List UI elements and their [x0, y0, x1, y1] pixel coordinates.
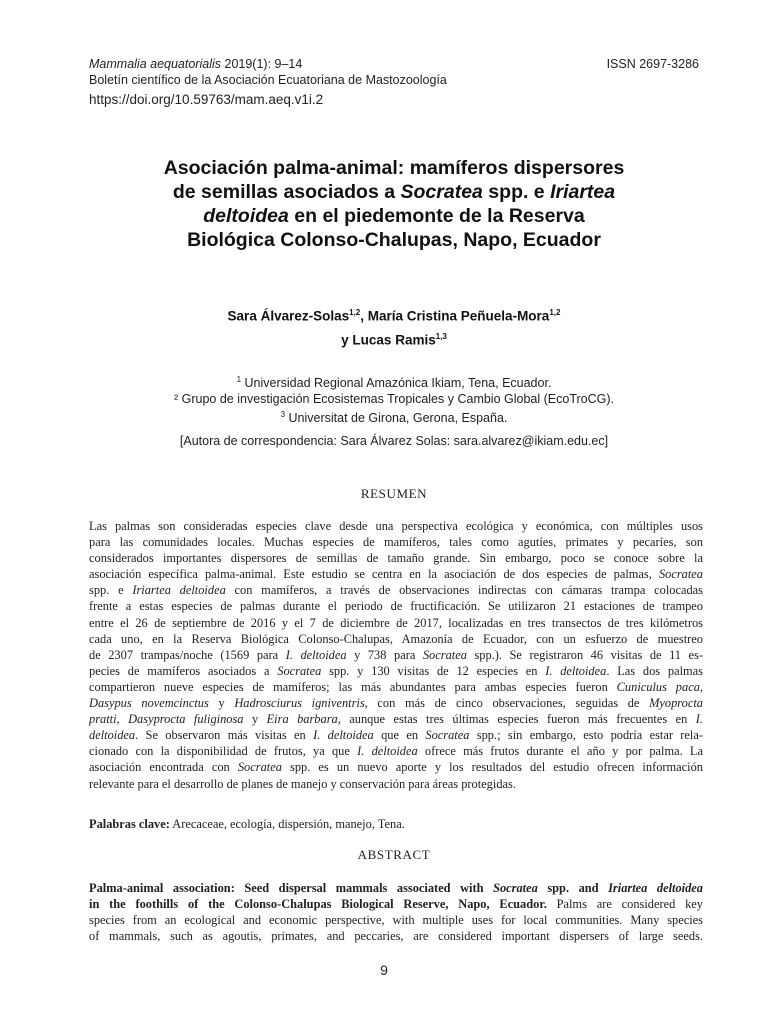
- resumen-text: spp.; sin embargo, esto podría estar rela-: [469, 728, 703, 743]
- title-text: de semillas asociados a: [172, 181, 401, 203]
- species-name: Socratea: [422, 647, 467, 662]
- resumen-text: ,: [699, 679, 703, 694]
- title-line-1: Asociación palma-animal: mamíferos dispersores: [163, 157, 625, 179]
- resumen-line: frente a estas especies de palmas durante el periodo de fructificación. Se utilizaron 21 estaciones de trampeo: [89, 599, 703, 614]
- abstract-line: species from an ecological and economic perspective, with multiple uses for local communities. Many species: [89, 913, 703, 928]
- species-name: Hadrosciurus igniventris: [234, 696, 365, 711]
- title-species: deltoidea: [203, 205, 289, 227]
- species-name: I. deltoidea: [357, 744, 418, 759]
- species-name: Iriartea deltoidea: [132, 583, 226, 598]
- title-line-2: [104, 180, 684, 204]
- resumen-line: considerados importantes dispersores de semillas de tamaño grande. Sin embargo, poco se conoce sobre la: [89, 551, 703, 566]
- species-name: Myoprocta: [649, 696, 703, 711]
- issn: ISSN 2697-3286: [606, 57, 699, 71]
- title-species: Socratea: [400, 181, 483, 203]
- abstract-english-title: Palma-animal association: Seed dispersal mammals associated with: [89, 881, 494, 895]
- resumen-line: [89, 647, 703, 663]
- resumen-text: . Las dos palmas: [606, 663, 703, 678]
- resumen-text: spp.). Se registraron 46 visitas de 11 es-: [466, 647, 703, 662]
- resumen-text: cionado con la disponibilidad de frutos, ya que: [89, 744, 358, 759]
- resumen-line: [89, 582, 703, 598]
- title-line-4: Biológica Colonso-Chalupas, Napo, Ecuador: [187, 229, 601, 251]
- species-name: deltoidea: [89, 728, 136, 743]
- resumen-text: . Se observaron más visitas en: [135, 728, 314, 743]
- species-name: I. deltoidea: [545, 663, 607, 678]
- author-separator: ,: [360, 308, 368, 324]
- species-name: pratti: [89, 712, 117, 727]
- affiliation-3: [104, 407, 684, 427]
- abstract-line: [89, 896, 703, 912]
- species-name: I. deltoidea: [313, 728, 374, 743]
- resumen-text: con mamíferos, a través de observaciones indirectas con cámaras trampa colocadas: [225, 583, 703, 598]
- resumen-text: asociación específica palma-animal. Este estudio se centra en la asociación de dos especies de palmas,: [89, 567, 652, 582]
- affil-text: Universidad Regional Amazónica Ikiam, Tena, Ecuador.: [241, 376, 552, 391]
- resumen-line: Las palmas son consideradas especies clave desde una perspectiva ecológica y económica, con múltiples usos: [89, 519, 703, 533]
- species-name: I. deltoidea: [285, 647, 347, 662]
- journal-issue: 2019(1): 9–14: [221, 57, 303, 71]
- resumen-line: [89, 743, 703, 759]
- resumen-line: cada uno, en la Reserva Biológica Colonso-Chalupas, Amazonía de Ecuador, con un esfuerzo de muestreo: [89, 631, 703, 646]
- resumen-line: [89, 663, 703, 679]
- resumen-text: y 738 para: [346, 647, 423, 662]
- abstract-english-title: in the foothills of the Colonso-Chalupas Biological Reserve, Napo, Ecuador.: [89, 897, 547, 912]
- resumen-heading: RESUMEN: [360, 486, 428, 501]
- species-name: Socratea: [658, 567, 703, 582]
- keywords-value: Arecaceae, ecología, dispersión, manejo, Tena.: [169, 817, 405, 831]
- abstract-line: of mammals, such as agoutis, primates, and peccaries, are considered important dispersers of large seeds.: [89, 929, 703, 944]
- title-text: en el piedemonte de la Reserva: [288, 205, 585, 227]
- resumen-text: y: [243, 712, 267, 727]
- article-title: [104, 156, 684, 252]
- author-name: Sara Álvarez-Solas: [227, 308, 350, 324]
- resumen-text: asociación encontrada con: [89, 760, 238, 775]
- authors-line-2: [104, 327, 684, 351]
- title-line-3: [104, 204, 684, 228]
- species-name: Dasypus novemcinctus: [89, 696, 209, 711]
- bulletin-line: Boletín científico de la Asociación Ecuatoriana de Mastozoología: [89, 73, 447, 87]
- species-name: Socratea: [277, 663, 322, 678]
- author-name: Lucas Ramis: [352, 332, 436, 347]
- species-name: I.: [695, 712, 704, 727]
- resumen-line: [89, 695, 703, 711]
- author-list: [104, 303, 684, 350]
- resumen-text: compartieron nueve especies de mamíferos; las más abundantes para ambas especies fueron: [89, 679, 617, 694]
- species-name: Dasyprocta fuliginosa: [128, 712, 244, 727]
- resumen-line: [89, 727, 703, 743]
- author-conjunction: y: [341, 332, 353, 347]
- resumen-text: pecies de mamíferos asociados a: [89, 663, 278, 678]
- correspondence-note: [Autora de correspondencia: Sara Álvarez Solas: sara.alvarez@ikiam.edu.ec]: [179, 434, 609, 448]
- keywords-label: Palabras clave:: [89, 817, 170, 831]
- species-name: Socratea: [493, 881, 538, 895]
- keywords: [89, 817, 405, 832]
- resumen-line: [89, 759, 703, 775]
- author-name: María Cristina Peñuela-Mora: [367, 308, 550, 324]
- resumen-text: , aunque estas tres últimas especies fueron más frecuentes en: [337, 712, 696, 727]
- title-species: Iriartea: [550, 181, 616, 203]
- species-name: Eira barbara: [266, 712, 338, 727]
- resumen-body: [89, 518, 703, 792]
- resumen-line: para las comunidades locales. Muchas especies de mamíferos, tales como agutíes, primates y pecaríes, son: [89, 535, 703, 550]
- resumen-line: entre el 26 de septiembre de 2016 y el 7 de diciembre de 2017, localizadas en tres transectos de tres kilómetros: [89, 615, 703, 630]
- affiliation-1: [104, 372, 684, 392]
- author-affil-sup: 1,3: [435, 331, 447, 341]
- species-name: Cuniculus paca: [616, 679, 700, 694]
- title-text: spp. e: [482, 181, 551, 203]
- resumen-line: [89, 679, 703, 695]
- resumen-text: , con más de cinco observaciones, seguidas de: [364, 696, 650, 711]
- affiliations: [104, 372, 684, 427]
- affil-text: Universitat de Girona, Gerona, España.: [285, 411, 508, 426]
- resumen-text: que en: [373, 728, 426, 743]
- resumen-text: spp. e: [89, 583, 133, 598]
- species-name: Socratea: [237, 760, 282, 775]
- resumen-text: ofrece más frutos durante el año y por palma. La: [417, 744, 703, 759]
- resumen-line: [89, 711, 703, 727]
- journal-name: Mammalia aequatorialis: [89, 57, 222, 71]
- running-header: [89, 56, 699, 72]
- journal-citation: [89, 56, 302, 72]
- resumen-line: relevante para el desarrollo de planes de manejo y conservación para áreas protegidas.: [89, 776, 516, 791]
- page-number: 9: [380, 962, 388, 978]
- abstract-heading: ABSTRACT: [357, 847, 431, 862]
- authors-line-1: [104, 303, 684, 327]
- affil-marker: 3: [280, 410, 286, 420]
- resumen-text: ,: [116, 712, 129, 727]
- author-affil-sup: 1,2: [349, 308, 361, 317]
- species-name: Iriartea deltoidea: [608, 881, 703, 895]
- resumen-text: spp. es un nuevo aporte y los resultados del estudio ofrecen información: [281, 760, 703, 775]
- affil-marker: 1: [236, 375, 242, 384]
- abstract-line: [89, 880, 703, 896]
- abstract-english-title: spp. and: [537, 881, 609, 895]
- abstract-body: [89, 880, 703, 944]
- resumen-text: de 2307 trampas/noche (1569 para: [89, 647, 286, 662]
- abstract-text: Palms are considered key: [546, 897, 703, 912]
- species-name: Socratea: [425, 728, 470, 743]
- author-affil-sup: 1,2: [549, 308, 561, 317]
- resumen-text: spp. y 130 visitas de 12 especies en: [321, 663, 546, 678]
- affiliation-2: ² Grupo de investigación Ecosistemas Tropicales y Cambio Global (EcoTroCG).: [174, 391, 614, 406]
- resumen-text: y: [208, 696, 235, 711]
- resumen-line: [89, 566, 703, 582]
- doi-link[interactable]: https://doi.org/10.59763/mam.aeq.v1i.2: [89, 92, 324, 107]
